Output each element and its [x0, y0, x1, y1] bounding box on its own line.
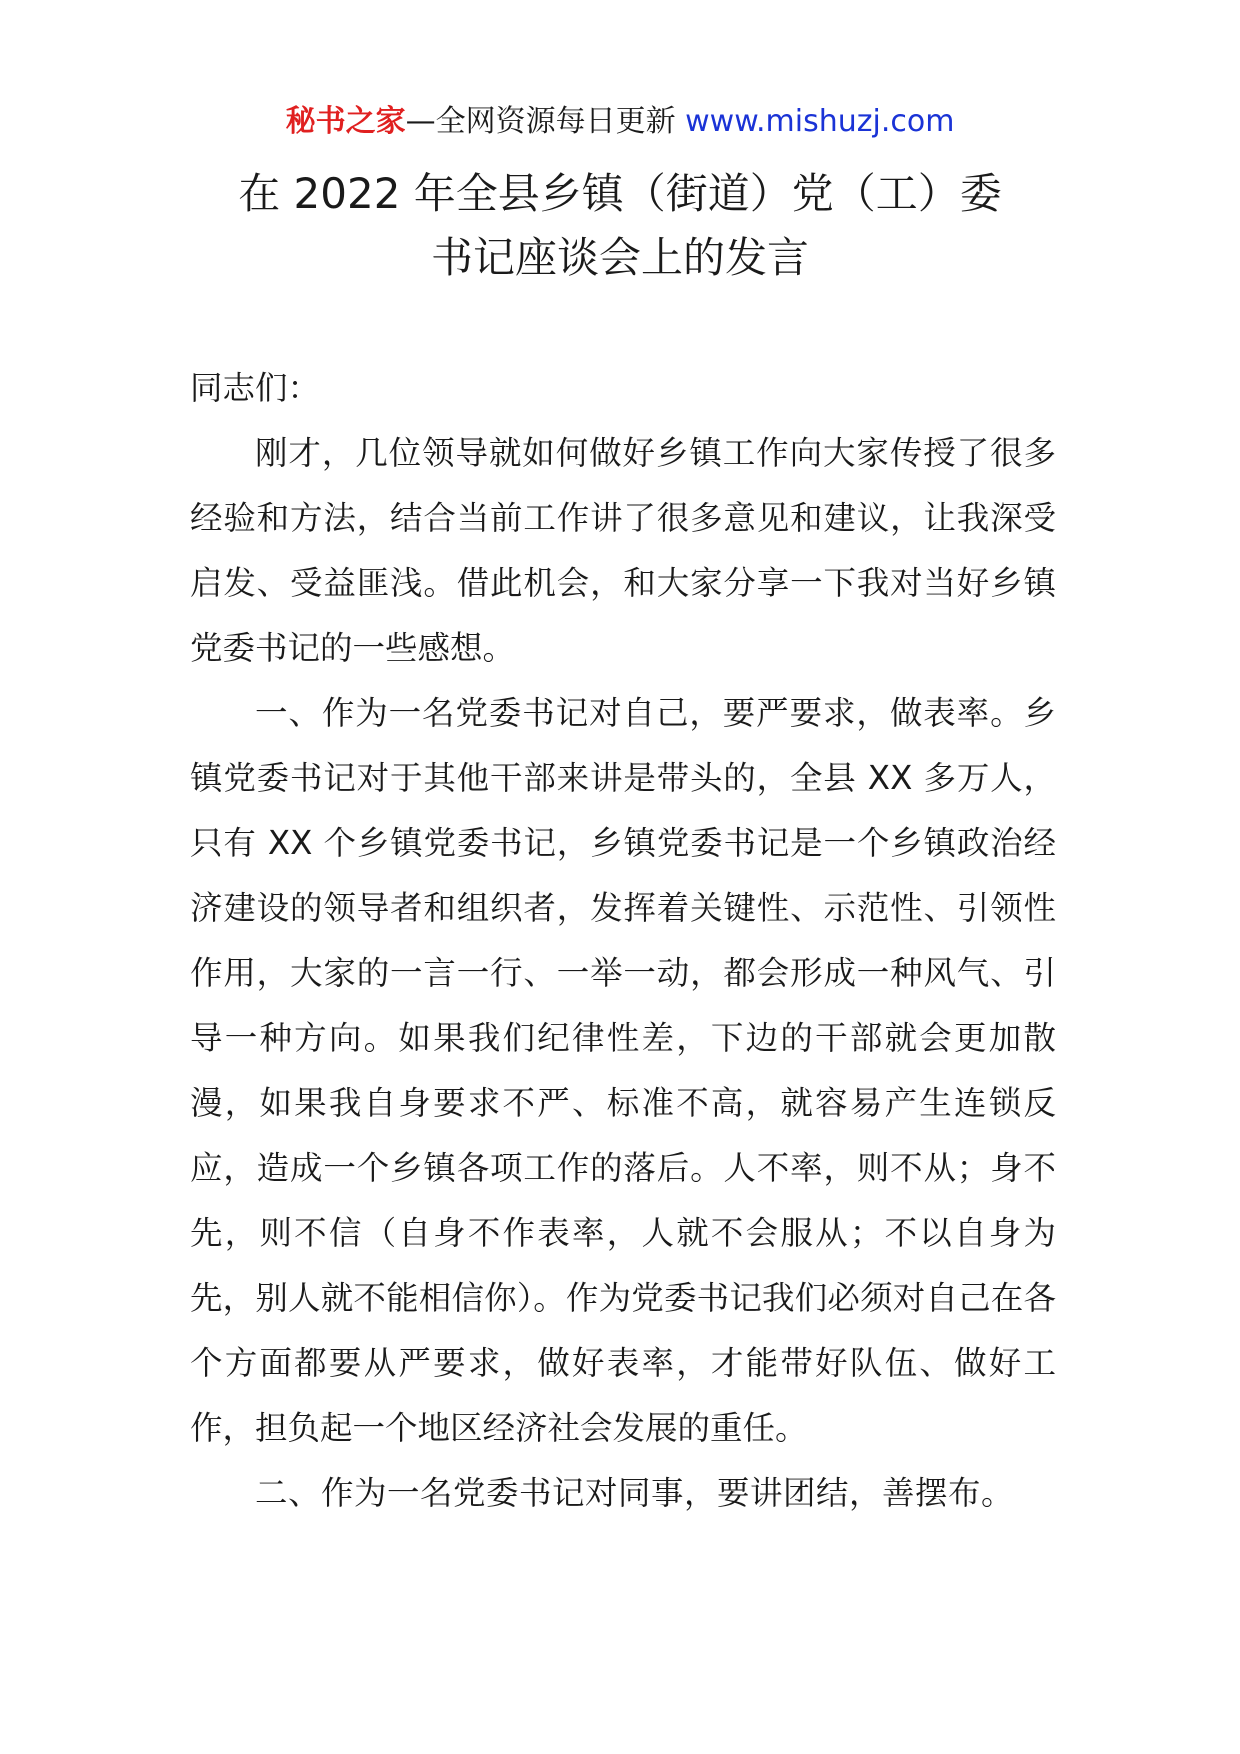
- paragraph-section-1: 一、作为一名党委书记对自己，要严要求，做表率。乡镇党委书记对于其他干部来讲是带头的，全县 XX 多万人，只有 XX 个乡镇党委书记，乡镇党委书记是一个乡镇政治经济建设的领导者和组织者，发挥着关键性、示范性、引领性作用，大家的一言一行、一举一动，都会形成一种风气、引导一种方向。如果我们纪律性差，下边的干部就会更加散漫，如果我自身要求不严、标准不高，就容易产生连锁反应，造成一个乡镇各项工作的落后。人不率，则不从；身不先，则不信（自身不作表率，人就不会服从；不以自身为先，别人就不能相信你）。作为党委书记我们必须对自己在各个方面都要从严要求，做好表率，才能带好队伍、做好工作，担负起一个地区经济社会发展的重任。: [190, 694, 1056, 1447]
- site-url-link[interactable]: www.mishuzj.com: [685, 104, 955, 139]
- paragraph-section-2: 二、作为一名党委书记对同事，要讲团结，善摆布。: [255, 1474, 1015, 1512]
- salutation: 同志们：: [190, 369, 321, 407]
- title-line-2: 书记座谈会上的发言: [430, 233, 809, 282]
- header-tagline: —全网资源每日更新: [405, 104, 686, 139]
- title-line-1: 在 2022 年全县乡镇（街道）党（工）委: [238, 169, 1002, 218]
- document-title: [0, 162, 1240, 290]
- brand-name: 秘书之家: [285, 104, 406, 139]
- site-header: [0, 102, 1240, 142]
- document-body: [190, 356, 1056, 1526]
- paragraph-intro: 刚才，几位领导就如何做好乡镇工作向大家传授了很多经验和方法，结合当前工作讲了很多意见和建议，让我深受启发、受益匪浅。借此机会，和大家分享一下我对当好乡镇党委书记的一些感想。: [190, 434, 1056, 667]
